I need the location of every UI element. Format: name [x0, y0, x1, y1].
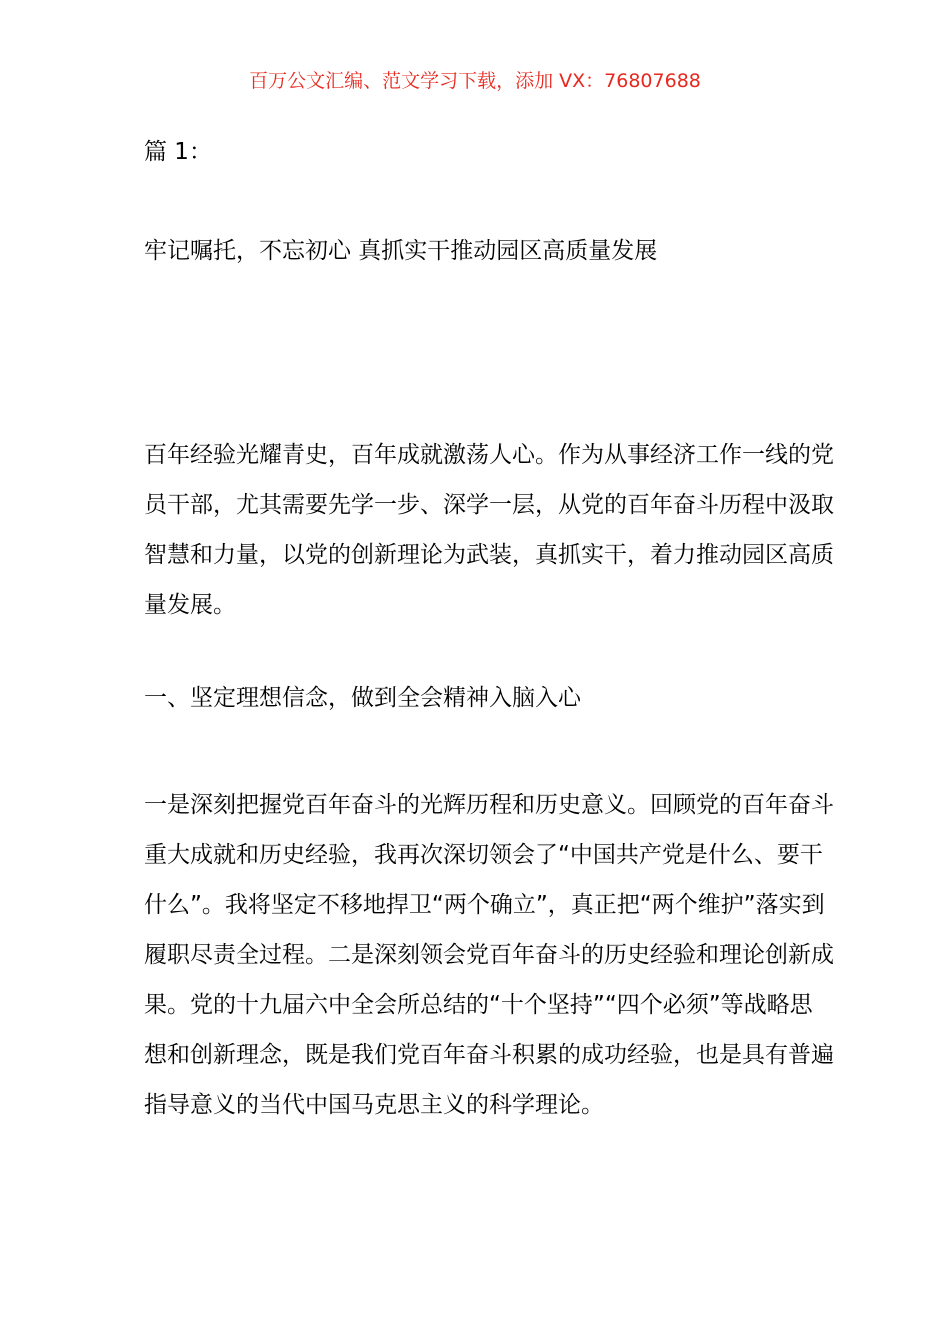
body-paragraph-block: [144, 780, 834, 1130]
body-paragraph: 一是深刻把握党百年奋斗的光辉历程和历史意义。回顾党的百年奋斗重大成就和历史经验，我再次深切领会了“中国共产党是什么、要干什么”。我将坚定不移地捍卫“两个确立”，真正把“两个维护”落实到履职尽责全过程。二是深刻领会党百年奋斗的历史经验和理论创新成果。党的十九届六中全会所总结的“十个坚持”“四个必须”等战略思想和创新理念，既是我们党百年奋斗积累的成功经验，也是具有普遍指导意义的当代中国马克思主义的科学理论。: [144, 792, 834, 1118]
section-heading-one: 一、坚定理想信念，做到全会精神入脑入心: [144, 685, 581, 711]
section-label: 篇 1：: [144, 139, 212, 165]
intro-paragraph: 百年经验光耀青史，百年成就激荡人心。作为从事经济工作一线的党员干部，尤其需要先学一步、深学一层，从党的百年奋斗历程中汲取智慧和力量，以党的创新理论为武装，真抓实干，着力推动园区高质量发展。: [144, 442, 834, 618]
intro-paragraph-block: [144, 430, 834, 630]
document-title: 牢记嘱托，不忘初心 真抓实干推动园区高质量发展: [144, 238, 658, 264]
promo-header-banner: 百万公文汇编、范文学习下载，添加 VX：76807688: [249, 70, 701, 92]
